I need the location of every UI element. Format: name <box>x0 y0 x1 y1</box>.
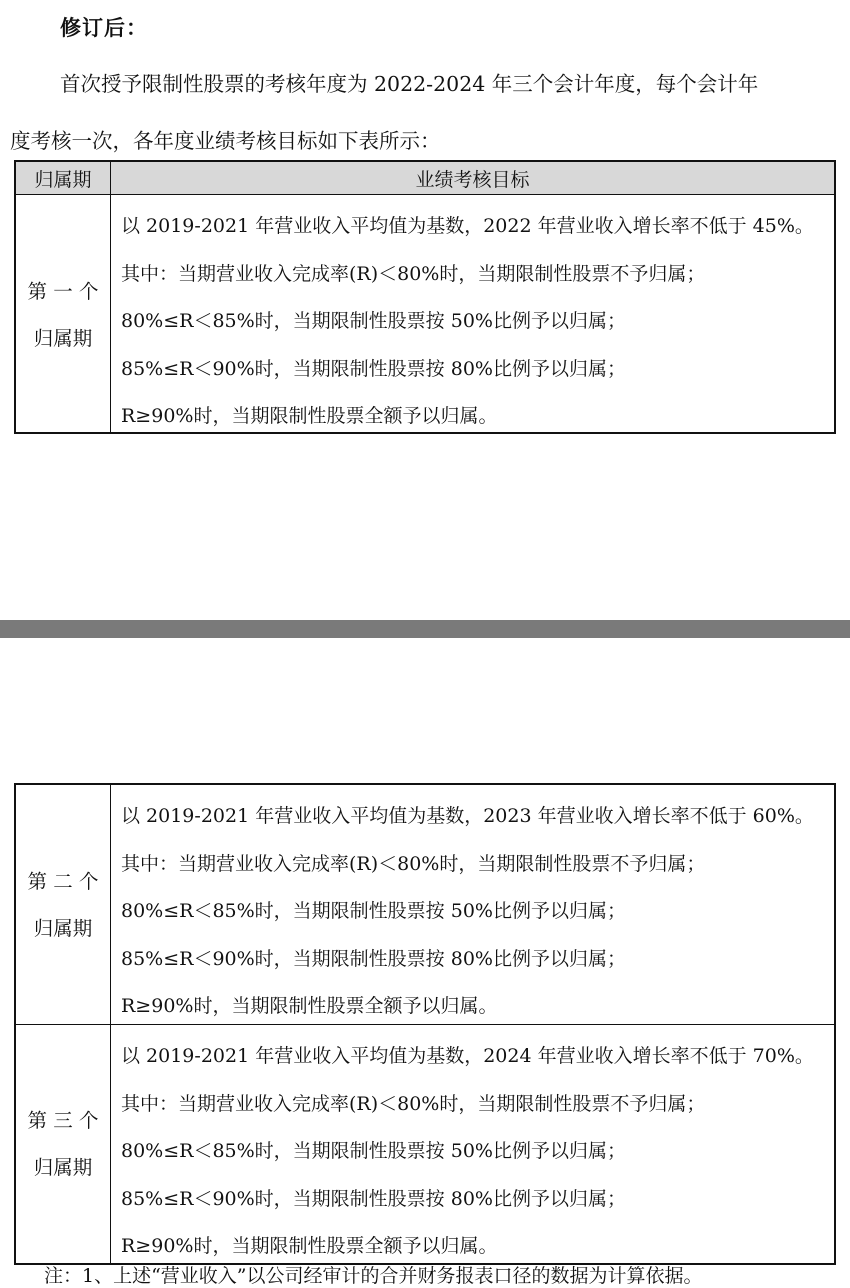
period-label-line-1: 第 三 个 <box>27 1109 99 1132</box>
target-cell <box>111 1025 834 1263</box>
period-label-line-2: 归属期 <box>33 916 93 940</box>
header-target: 业绩考核目标 <box>415 168 530 191</box>
period-label-cell <box>16 195 111 434</box>
table-row-period-2 <box>16 785 834 1024</box>
table-row-period-3 <box>16 1024 834 1263</box>
intro-paragraph-line-2: 度考核一次，各年度业绩考核目标如下表所示： <box>10 129 441 153</box>
target-cell <box>111 785 834 1024</box>
page-divider <box>0 620 850 638</box>
target-line: 85%≤R＜90%时，当期限制性股票按 80%比例予以归属； <box>121 1187 626 1210</box>
target-line: 其中：当期营业收入完成率(R)＜80%时，当期限制性股票不予归属； <box>121 262 706 285</box>
performance-target-table-2 <box>14 783 836 1265</box>
target-line: 80%≤R＜85%时，当期限制性股票按 50%比例予以归属； <box>121 1140 626 1162</box>
target-line: 85%≤R＜90%时，当期限制性股票按 80%比例予以归属； <box>121 357 626 380</box>
section-heading: 修订后： <box>60 16 148 40</box>
target-line: 其中：当期营业收入完成率(R)＜80%时，当期限制性股票不予归属； <box>121 1092 706 1115</box>
header-period: 归属期 <box>16 162 111 194</box>
target-line: 80%≤R＜85%时，当期限制性股票按 50%比例予以归属； <box>121 900 626 922</box>
target-line: 以 2019-2021 年营业收入平均值为基数，2024 年营业收入增长率不低于 70%。 <box>121 1045 814 1067</box>
target-cell <box>111 195 834 434</box>
target-line: 以 2019-2021 年营业收入平均值为基数，2023 年营业收入增长率不低于 60%。 <box>121 805 814 827</box>
performance-target-table-1 <box>14 160 836 434</box>
period-label-line-1: 第 一 个 <box>27 279 99 303</box>
footnote: 注：1、上述“营业收入”以公司经审计的合并财务报表口径的数据为计算依据。 <box>44 1265 703 1287</box>
period-label-cell <box>16 1025 111 1263</box>
period-label-cell <box>16 785 111 1024</box>
target-line: R≥90%时，当期限制性股票全额予以归属。 <box>121 1235 498 1257</box>
target-line: 以 2019-2021 年营业收入平均值为基数，2022 年营业收入增长率不低于 45%。 <box>121 215 814 237</box>
target-line: 80%≤R＜85%时，当期限制性股票按 50%比例予以归属； <box>121 310 626 332</box>
table-row-period-1 <box>16 195 834 434</box>
period-label-line-1: 第 二 个 <box>27 869 99 893</box>
table-header-row <box>16 162 834 195</box>
target-line: R≥90%时，当期限制性股票全额予以归属。 <box>121 995 498 1017</box>
period-label-line-2: 归属期 <box>33 1156 93 1179</box>
target-line: R≥90%时，当期限制性股票全额予以归属。 <box>121 405 498 427</box>
period-label-line-2: 归属期 <box>33 326 93 350</box>
target-line: 85%≤R＜90%时，当期限制性股票按 80%比例予以归属； <box>121 947 626 970</box>
target-line: 其中：当期营业收入完成率(R)＜80%时，当期限制性股票不予归属； <box>121 852 706 875</box>
intro-paragraph-line-1: 首次授予限制性股票的考核年度为 2022-2024 年三个会计年度，每个会计年 <box>60 72 759 96</box>
